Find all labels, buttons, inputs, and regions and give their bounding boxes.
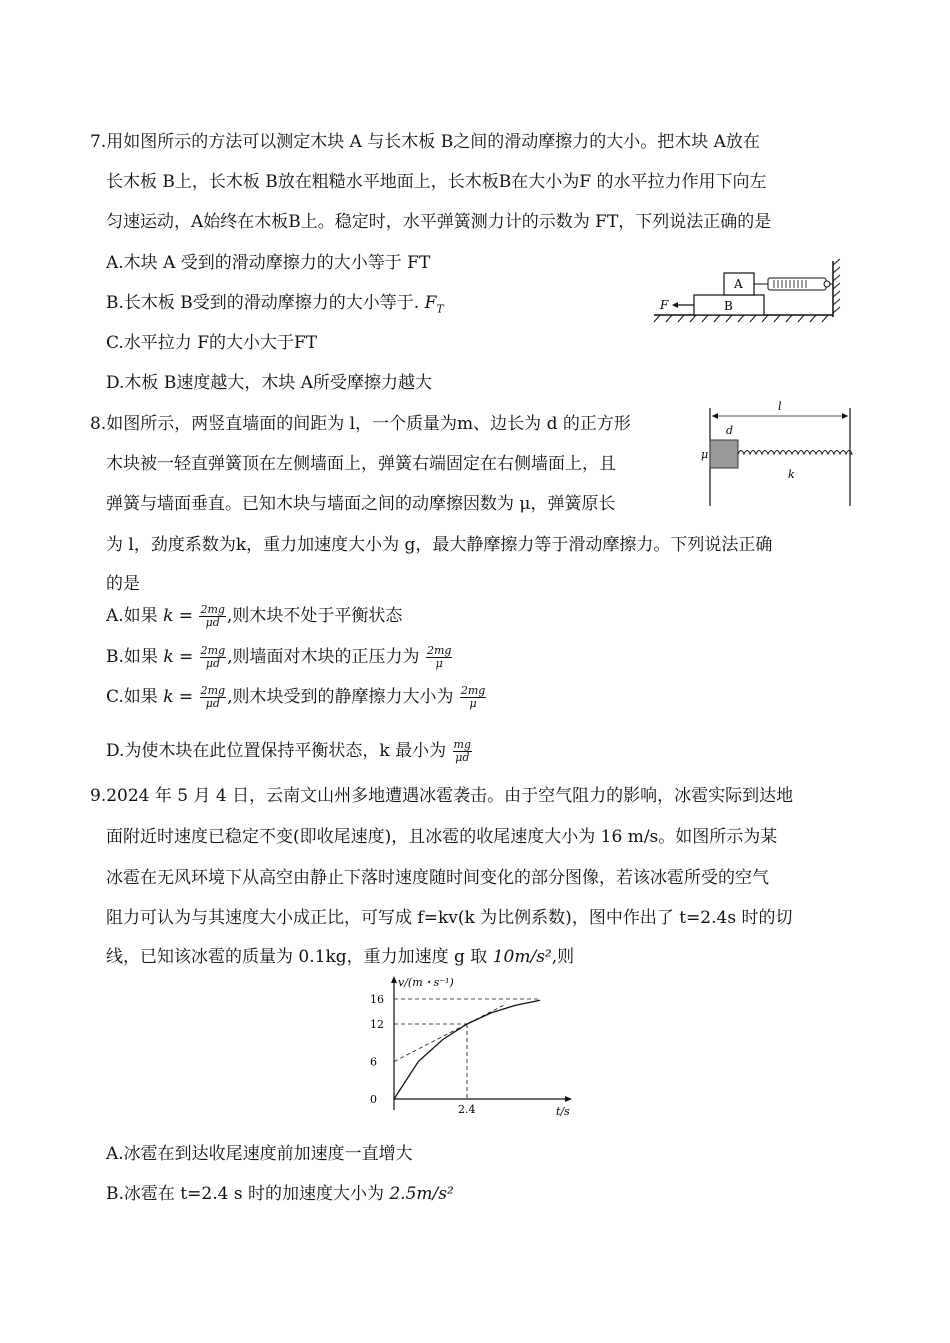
q9-option-a: A.冰雹在到达收尾速度前加速度一直增大 [106,1144,413,1164]
q8-d-fraction [453,739,472,764]
q8-b-suffix: ,则墙面对木块的正压力为 [227,647,420,667]
q8-c-ans-den: μ [469,697,477,710]
q7-option-a: A.木块 A 受到的滑动摩擦力的大小等于 FT [106,253,431,273]
q8-a-frac-num: 2mg [200,603,225,616]
q8-b-k: k = [163,647,194,667]
q8-d-frac-num: mg [453,738,472,751]
q8-c-ans-num: 2mg [460,684,486,697]
q8-option-b [106,645,453,670]
q8-d-text: D.为使木块在此位置保持平衡状态，k 最小为 [106,741,447,761]
wood-block [710,440,738,468]
q8-a-fraction [199,604,225,629]
q9-line4: 阻力可认为与其速度大小成正比，可写成 f=kv(k 为比例系数)，图中作出了 t=2.4s 时的切 [106,908,793,928]
q8-a-k: k = [163,606,194,626]
q8-a-frac-den: μd [205,616,220,629]
label-b: B [724,299,733,313]
q8-c-frac-den: μd [205,697,220,710]
q9-vt-chart [360,972,580,1118]
q8-line3: 弹簧与墙面垂直。已知木块与墙面之间的动摩擦因数为 μ，弹簧原长 [106,494,616,514]
q8-line4: 为 l，劲度系数为k，重力加速度大小为 g，最大静摩擦力等于滑动摩擦力。下列说法正确 [106,535,773,555]
q9-line3: 冰雹在无风环境下从高空由静止下落时速度随时间变化的部分图像，若该冰雹所受的空气 [106,868,769,888]
chart-x-label: t/s [556,1105,570,1118]
q8-line2: 木块被一轻直弹簧顶在左侧墙面上，弹簧右端固定在右侧墙面上，且 [106,454,616,474]
label-mu: μ [701,448,709,461]
q8-b-answer-fraction [426,645,452,670]
tangent-line [394,1005,504,1061]
q8-line5: 的是 [106,574,140,594]
q8-b-fraction [200,645,226,670]
label-l: l [778,400,782,413]
q9-line5 [106,945,574,969]
q9-line5-text: 线，已知该冰雹的质量为 0.1kg，重力加速度 g 取 [106,947,488,967]
q7-option-b [106,291,444,321]
q8-b-ans-num: 2mg [426,644,452,657]
q8-option-a [106,604,402,629]
q8-c-k: k = [163,687,194,707]
q7-figure [650,255,850,325]
q8-a-suffix: ,则木块不处于平衡状态 [226,606,403,626]
q9-line2: 面附近时速度已稳定不变(即收尾速度)，且冰雹的收尾速度大小为 16 m/s。如图所示为某 [106,827,778,847]
q7-option-b-text: B.长木板 B受到的滑动摩擦力的大小等于. [106,293,420,313]
y-tick-label-16: 16 [370,993,384,1006]
x-tick-label-2.4: 2.4 [458,1103,476,1116]
q7-option-b-symbol: F [424,293,437,313]
q9-line5-suffix: ,则 [551,947,575,967]
y-tick-label-6: 6 [370,1055,377,1069]
chart-y-label: v/(m・s⁻¹) [398,976,454,989]
q8-line1: 8.如图所示，两竖直墙面的间距为 l，一个质量为m、边长为 d 的正方形 [90,414,631,434]
q7-line2: 长木板 B上，长木板 B放在粗糙水平地面上，长木板B在大小为F 的水平拉力作用下向左 [106,172,767,192]
q8-c-fraction [200,685,226,710]
spring-scale [768,278,826,290]
q8-d-frac-den: μd [455,751,470,764]
q9-line1: 9.2024 年 5 月 4 日，云南文山州多地遭遇冰雹袭击。由于空气阻力的影响，冰雹实际到达地 [90,786,794,806]
q8-option-c [106,685,487,710]
q8-option-d [106,739,473,764]
q9-option-b [106,1182,454,1206]
q9-option-b-text: B.冰雹在 t=2.4 s 时的加速度大小为 [106,1184,384,1204]
label-f: F [660,298,669,312]
label-a: A [734,277,743,291]
q8-b-prefix: B.如果 [106,647,158,667]
q8-c-frac-num: 2mg [200,684,226,697]
q8-c-prefix: C.如果 [106,687,158,707]
label-d: d [726,424,734,437]
y-tick-label-12: 12 [370,1018,384,1031]
q7-line1: 7.用如图所示的方法可以测定木块 A 与长木板 B之间的滑动摩擦力的大小。把木块 A放在 [90,132,760,152]
q8-b-frac-den: μd [205,657,221,670]
spring [738,451,852,455]
y-tick-label-0: 0 [370,1093,377,1106]
q8-c-answer-fraction [460,685,486,710]
q8-b-frac-num: 2mg [200,644,226,657]
q8-b-ans-den: μ [435,657,443,670]
q7-line3: 匀速运动，A始终在木板B上。稳定时，水平弹簧测力计的示数为 FT，下列说法正确的是 [106,212,772,232]
label-k: k [788,468,795,481]
q8-c-suffix: ,则木块受到的静摩擦力大小为 [227,687,454,707]
q7-option-b-subscript: T [436,302,444,316]
q8-a-prefix: A.如果 [106,606,158,626]
q9-line5-math: 10m/s² [492,947,552,967]
q9-option-b-math: 2.5m/s² [389,1184,454,1204]
q8-figure [700,398,858,510]
velocity-curve [394,1000,540,1099]
q7-option-c: C.水平拉力 F的大小大于FT [106,333,318,353]
q7-option-d: D.木板 B速度越大，木块 A所受摩擦力越大 [106,373,433,393]
